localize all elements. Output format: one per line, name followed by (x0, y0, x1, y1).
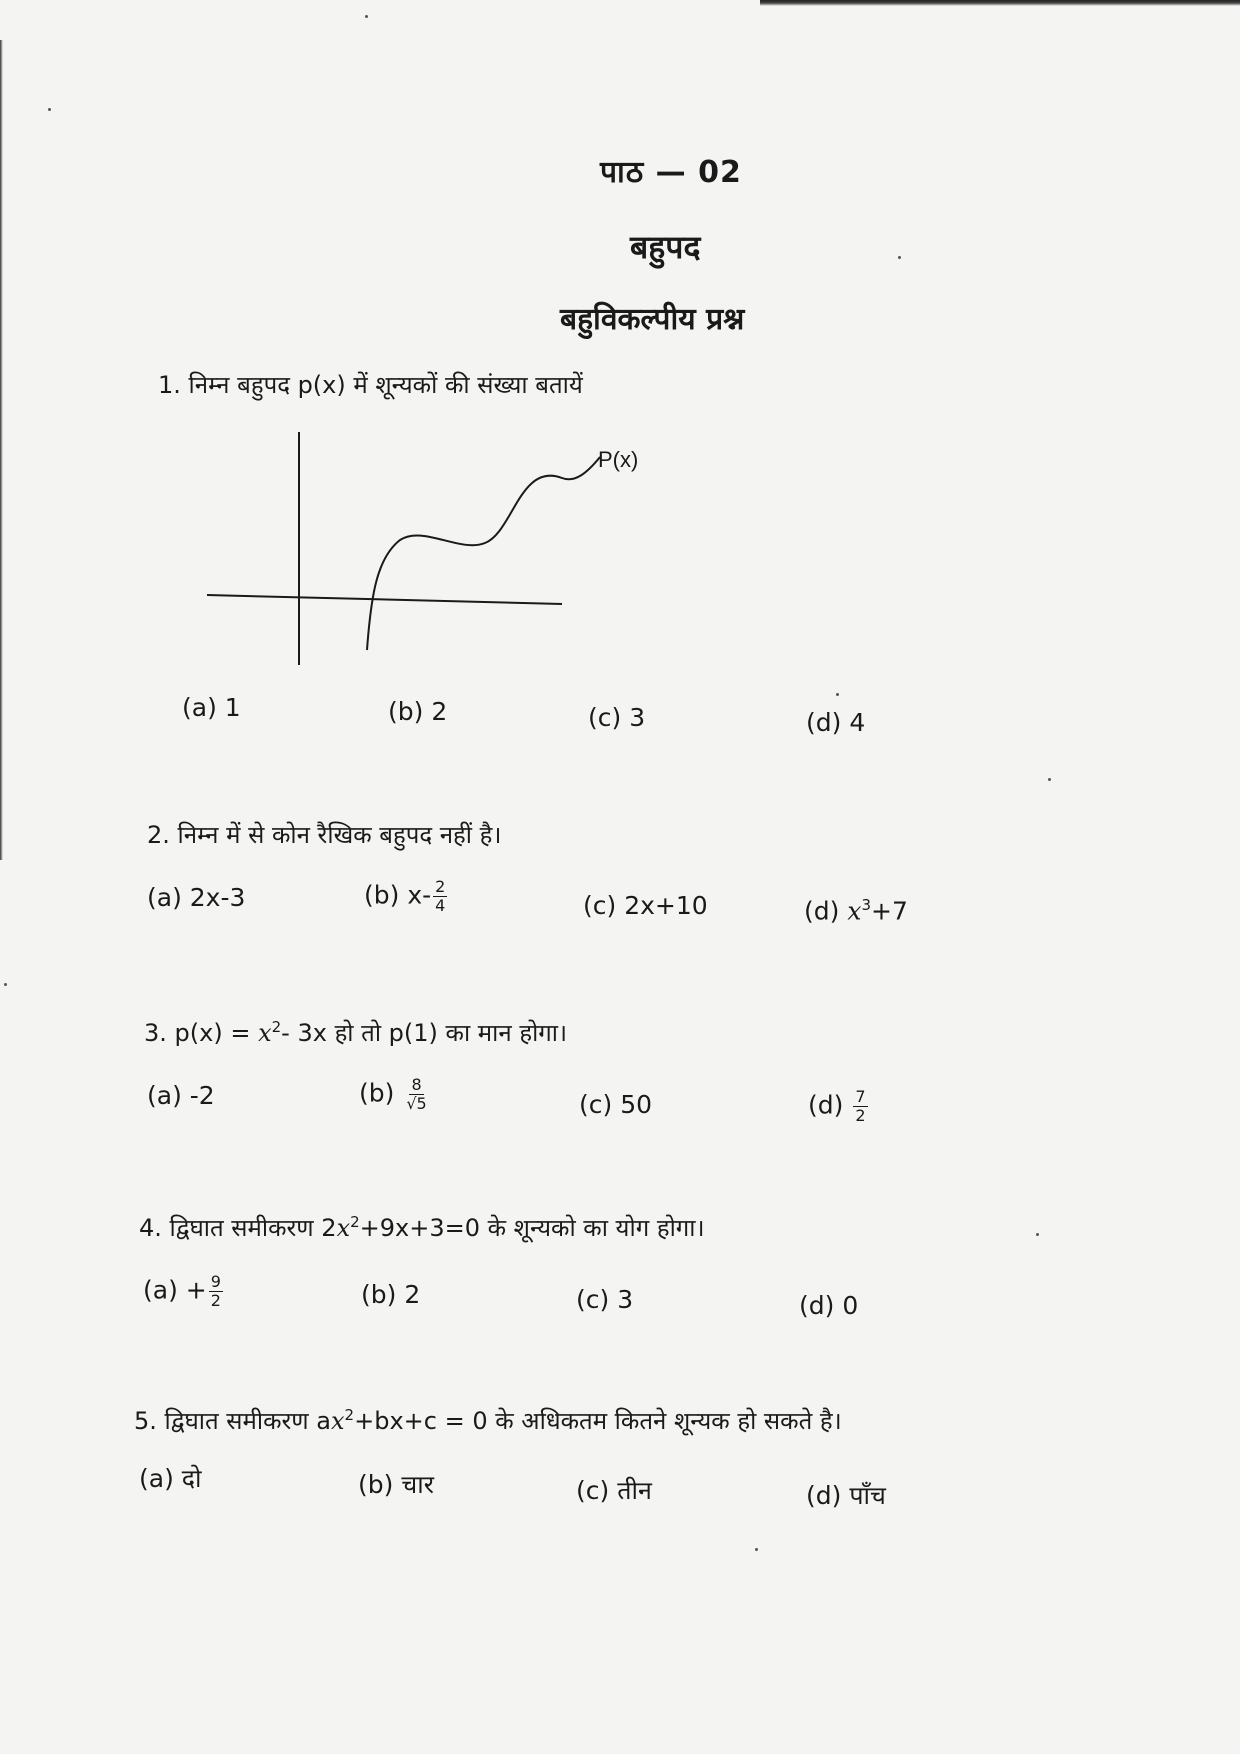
scan-speck (1048, 778, 1051, 781)
math-variable: x (258, 1019, 272, 1047)
question-number: 3. (144, 1019, 167, 1047)
section-title: बहुविकल्पीय प्रश्न (560, 302, 745, 337)
option-label: (b) (361, 1280, 397, 1309)
curve-label: P(x) (598, 447, 639, 472)
question-text: निम्न बहुपद p(x) में शून्यकों की संख्या बतायें (188, 371, 583, 399)
option-label: (b) (359, 1078, 395, 1108)
question-1 (158, 368, 583, 401)
option-label: (c) (579, 1090, 613, 1119)
option-value: चार (401, 1470, 434, 1499)
option-label: (d) (808, 1090, 844, 1120)
option-value: 3 (617, 1285, 634, 1314)
polynomial-curve (367, 457, 600, 650)
question-3 (144, 1016, 567, 1049)
option-value: 4 (849, 708, 866, 737)
question-text: +bx+c = 0 के अधिकतम कितने शून्यक हो सकते है। (354, 1407, 842, 1435)
q4-option-d[interactable] (799, 1291, 858, 1320)
question-2 (147, 818, 501, 851)
q3-option-b[interactable] (359, 1076, 431, 1113)
scan-shadow-left (0, 40, 3, 860)
q4-option-a[interactable] (143, 1273, 225, 1310)
option-value: 1 (224, 693, 241, 722)
option-label: (b) (358, 1470, 394, 1499)
scan-speck (48, 108, 51, 111)
math-variable: x (331, 1407, 345, 1435)
option-label: (a) (143, 1275, 178, 1305)
option-label: (a) (147, 883, 182, 912)
question-text: +9x+3=0 के शून्यको का योग होगा। (359, 1214, 705, 1242)
question-5 (134, 1404, 842, 1437)
q3-option-d[interactable] (808, 1088, 870, 1125)
q1-option-b[interactable] (388, 697, 447, 726)
q5-option-a[interactable] (139, 1461, 202, 1495)
scan-speck (755, 1548, 758, 1551)
option-label: (b) (388, 697, 424, 726)
scan-speck (1036, 1233, 1039, 1236)
q2-option-b[interactable] (364, 878, 449, 915)
scan-speck (836, 693, 839, 696)
q1-option-a[interactable] (182, 693, 241, 722)
fraction-denominator: 2 (855, 1106, 866, 1125)
exponent: 2 (344, 1406, 355, 1424)
question-text: - 3x हो तो p(1) का मान होगा। (281, 1019, 568, 1047)
option-value: 2x+10 (624, 891, 708, 920)
fraction (433, 878, 447, 915)
option-label: (d) (804, 896, 840, 926)
option-label: (a) (139, 1464, 174, 1493)
q4-option-c[interactable] (576, 1285, 633, 1314)
lesson-number: पाठ — 02 (600, 155, 742, 190)
q3-option-a[interactable] (147, 1081, 215, 1110)
option-value: पाँच (849, 1481, 886, 1510)
option-value: x- (407, 880, 432, 910)
option-label: (c) (588, 703, 622, 732)
scan-speck (898, 256, 901, 259)
option-value: 2 (404, 1280, 421, 1309)
q5-option-d[interactable] (806, 1478, 886, 1512)
option-value: +7 (871, 896, 908, 926)
fraction (853, 1088, 867, 1125)
exponent: 2 (271, 1018, 282, 1036)
option-label: (a) (147, 1081, 182, 1110)
q4-option-b[interactable] (361, 1280, 420, 1309)
option-label: (d) (806, 708, 842, 737)
polynomial-graph (195, 420, 665, 670)
x-axis (207, 595, 562, 604)
question-number: 1. (158, 371, 181, 399)
q2-option-c[interactable] (583, 891, 708, 920)
fraction-numerator: 7 (855, 1087, 866, 1106)
option-value: 50 (620, 1090, 653, 1119)
option-value: दो (181, 1464, 202, 1493)
q1-option-d[interactable] (806, 708, 865, 737)
option-value: 2 (431, 697, 448, 726)
option-value: 2x-3 (189, 883, 246, 912)
option-label: (b) (364, 880, 400, 910)
exponent: 3 (861, 896, 871, 914)
scan-shadow-top (760, 0, 1240, 6)
option-value: 0 (842, 1291, 859, 1320)
math-variable: x (847, 896, 862, 926)
question-4 (139, 1211, 705, 1244)
scan-speck (365, 15, 368, 18)
fraction-numerator: 8 (411, 1075, 422, 1094)
question-text: p(x) = (174, 1019, 259, 1047)
q2-option-a[interactable] (147, 883, 245, 912)
question-number: 4. (139, 1214, 162, 1242)
option-value: 3 (629, 703, 646, 732)
question-text: निम्न में से कोन रैखिक बहुपद नहीं है। (177, 821, 502, 849)
option-label: (c) (583, 891, 617, 920)
fraction (209, 1273, 223, 1310)
q2-option-d[interactable] (804, 896, 908, 925)
option-value: + (185, 1275, 207, 1305)
fraction-numerator: 9 (210, 1272, 221, 1291)
question-number: 5. (134, 1407, 157, 1435)
fraction-denominator: 4 (435, 896, 446, 915)
fraction-numerator: 2 (435, 877, 446, 896)
q5-option-b[interactable] (358, 1467, 434, 1501)
fraction (404, 1076, 428, 1113)
q1-option-c[interactable] (588, 703, 645, 732)
option-label: (d) (799, 1291, 835, 1320)
chapter-title: बहुपद (630, 228, 701, 266)
option-label: (a) (182, 693, 217, 722)
question-number: 2. (147, 821, 170, 849)
math-variable: x (336, 1214, 351, 1242)
fraction-denominator: 2 (210, 1291, 221, 1310)
scan-speck (4, 983, 7, 986)
exponent: 2 (350, 1213, 360, 1231)
option-label: (c) (576, 1285, 610, 1314)
question-text: द्विघात समीकरण 2 (169, 1214, 337, 1242)
q5-option-c[interactable] (576, 1473, 652, 1507)
q3-option-c[interactable] (579, 1090, 652, 1119)
option-label: (c) (576, 1476, 610, 1505)
fraction-denominator: √5 (406, 1094, 427, 1113)
question-text: द्विघात समीकरण a (164, 1407, 331, 1435)
option-label: (d) (806, 1481, 842, 1510)
option-value: तीन (617, 1476, 652, 1505)
option-value: -2 (189, 1081, 215, 1110)
